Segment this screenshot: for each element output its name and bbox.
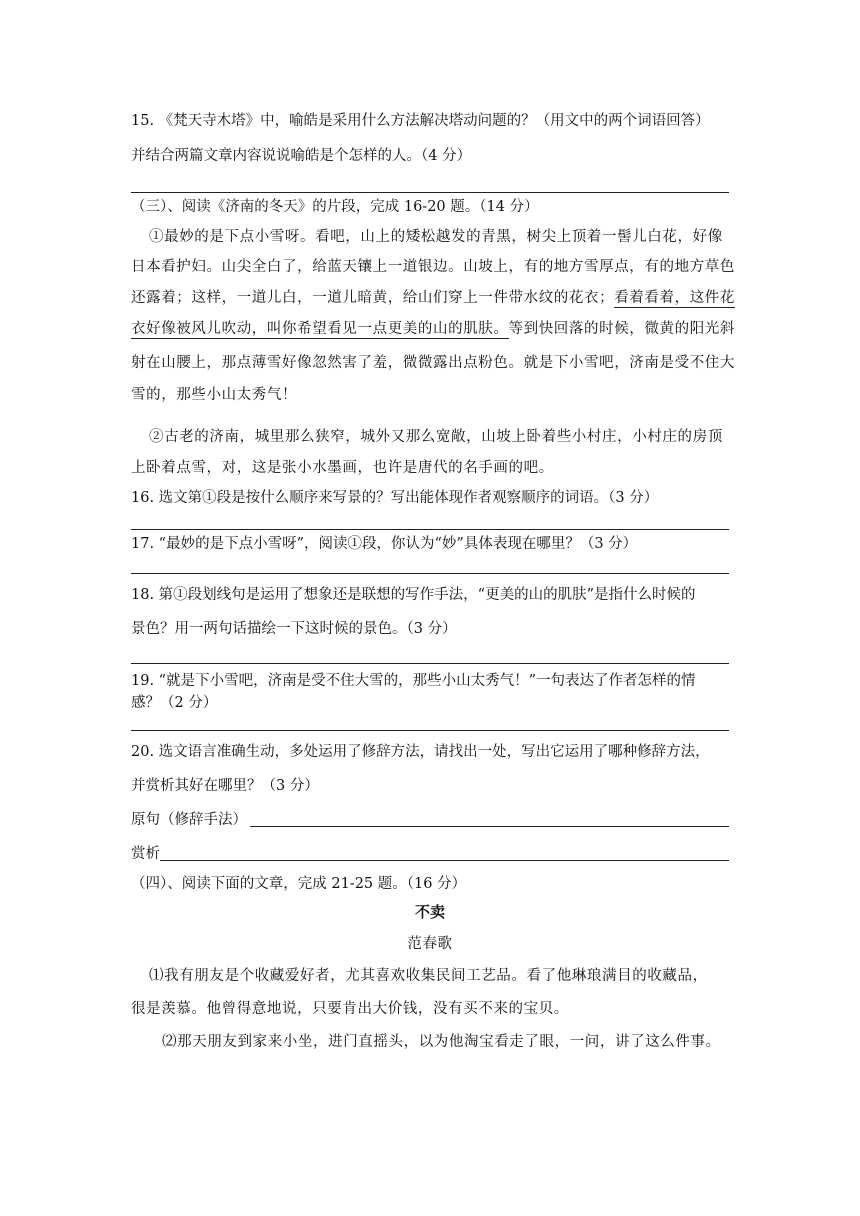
answer-line-q20-analysis	[160, 860, 729, 861]
answer-line-q17	[131, 573, 729, 574]
s4-p1-line2: 很是羡慕。他曾得意地说，只要肯出大价钱，没有买不来的宝贝。	[131, 1001, 569, 1017]
answer-line-q20-original	[250, 826, 729, 827]
s3-p1-line4-plain: 等到快回落的时候，微黄的阳光斜	[508, 321, 735, 337]
answer-line-q16	[131, 529, 729, 530]
s4-p1-line1: ⑴我有朋友是个收藏爱好者，尤其喜欢收集民间工艺品。看了他琳琅满目的收藏品，	[149, 968, 708, 984]
q19-line1: 19. “就是下小雪吧，济南是受不住大雪的，那些小山太秀气！”一句表达了作者怎样的情	[131, 673, 696, 689]
s3-p2-line2: 上卧着点雪，对，这是张小水墨画，也许是唐代的名手画的吧。	[131, 460, 554, 476]
underlined-sentence-part1: 看着看着，这件花	[614, 290, 736, 306]
q20-analysis-label: 赏析	[131, 846, 160, 862]
article-title: 不卖	[414, 903, 445, 921]
s3-p1-line2: 日本看护妇。山尖全白了，给蓝天镶上一道银边。山坡上，有的地方雪厚点，有的地方草色	[131, 259, 735, 275]
q17-text: 17. “最妙的是下点小雪呀”，阅读①段，你认为“妙”具体表现在哪里？（3 分）	[131, 536, 638, 552]
s3-p1-line3	[131, 287, 735, 309]
section4-heading: （四）、阅读下面的文章，完成 21-25 题。（16 分）	[131, 876, 467, 892]
s3-p1-line5: 射在山腰上，那点薄雪好像忽然害了羞，微微露出点粉色。就是下小雪吧，济南是受不住大	[131, 355, 735, 371]
s4-p2-line1: ⑵那天朋友到家来小坐，进门直摇头，以为他淘宝看走了眼，一问，讲了这么件事。	[162, 1034, 721, 1050]
answer-line-q18	[131, 663, 729, 664]
article-author: 范春歌	[407, 936, 453, 952]
q20-line1: 20. 选文语言准确生动，多处运用了修辞方法，请找出一处，写出它运用了哪种修辞方法，	[131, 744, 710, 760]
s3-p1-line3-plain: 还露着；这样，一道儿白，一道儿暗黄，给山们穿上一件带水纹的花衣；	[131, 290, 615, 306]
q18-line1: 18. 第①段划线句是运用了想象还是联想的写作手法，“更美的山的肌肤”是指什么时候的	[131, 587, 696, 603]
q19-line2: 感？（2 分）	[131, 695, 218, 711]
s3-p1-line4	[131, 318, 735, 340]
q20-original-label: 原句（修辞手法）	[131, 812, 247, 828]
q20-line2: 并赏析其好在哪里？（3 分）	[131, 778, 319, 794]
q16-text: 16. 选文第①段是按什么顺序来写景的？写出能体现作者观察顺序的词语。（3 分）	[131, 490, 659, 506]
q15-line1: 15. 《梵天寺木塔》中，喻皓是采用什么方法解决塔动问题的？（用文中的两个词语回答）	[131, 113, 710, 129]
section3-heading: （三）、阅读《济南的冬天》的片段，完成 16-20 题。（14 分）	[131, 199, 539, 215]
s3-p2-line1: ②古老的济南，城里那么狭窄，城外又那么宽敞，山坡上卧着些小村庄，小村庄的房顶	[149, 429, 723, 445]
s3-p1-line6: 雪的，那些小山太秀气！	[131, 387, 298, 403]
s3-p1-line1: ①最妙的是下点小雪呀。看吧，山上的矮松越发的青黑，树尖上顶着一髻儿白花，好像	[149, 229, 723, 245]
q18-line2: 景色？用一两句话描绘一下这时候的景色。（3 分）	[131, 621, 457, 637]
answer-line-q19	[131, 730, 729, 731]
q15-line2: 并结合两篇文章内容说说喻皓是个怎样的人。（4 分）	[131, 148, 472, 164]
underlined-sentence-part2: 衣好像被风儿吹动，叫你希望看见一点更美的山的肌肤。	[131, 321, 509, 337]
answer-line-q15	[131, 192, 729, 193]
